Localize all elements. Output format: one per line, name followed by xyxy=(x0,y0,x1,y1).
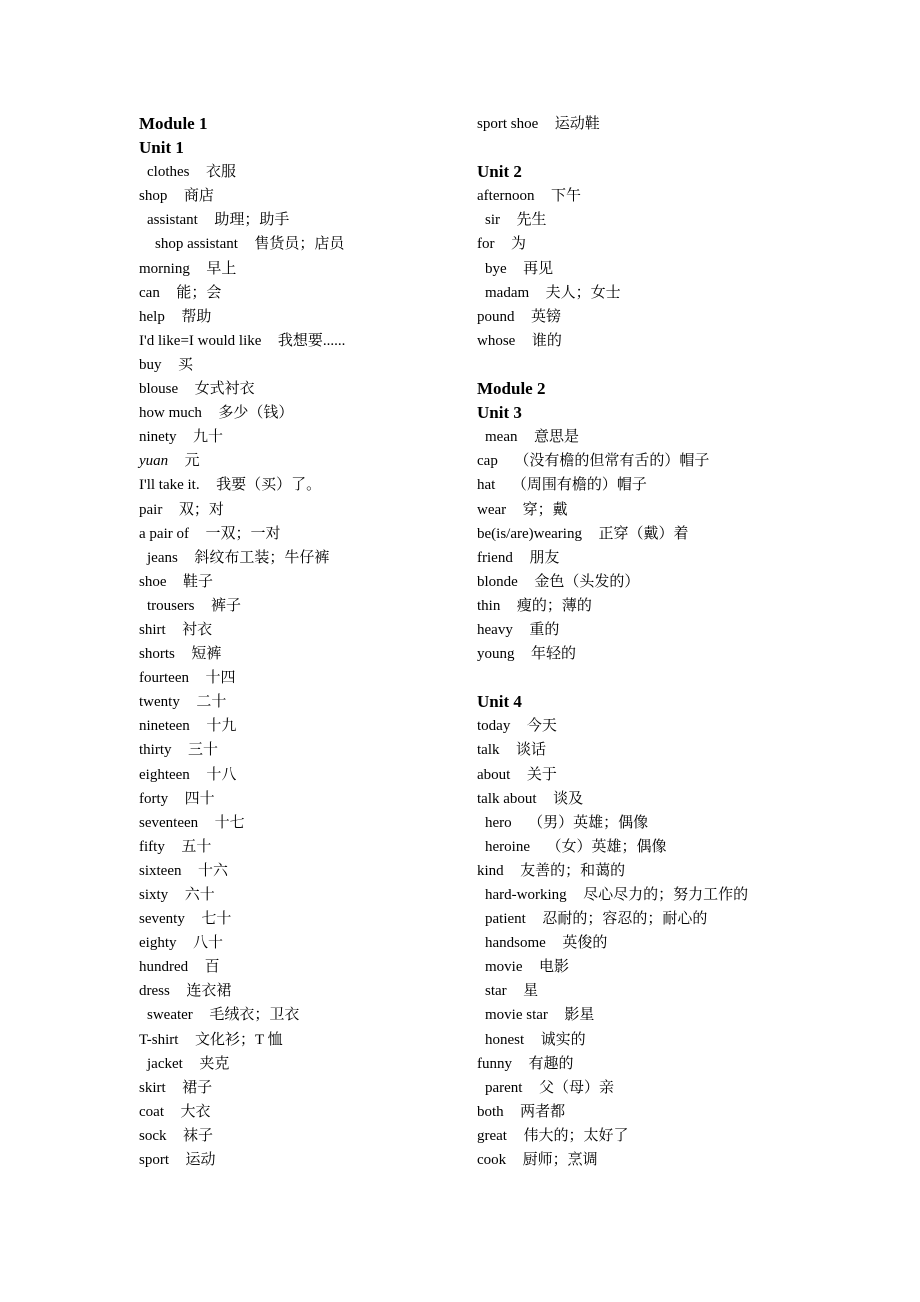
blank-line xyxy=(477,136,877,160)
vocab-entry xyxy=(477,232,877,256)
vocab-word: movie star xyxy=(485,1007,548,1024)
vocab-entry xyxy=(139,1124,459,1148)
vocab-translation: 文化衫；T 恤 xyxy=(194,1031,283,1048)
vocab-word: clothes xyxy=(147,164,190,181)
vocab-translation: 为 xyxy=(511,236,527,253)
vocab-entry xyxy=(139,546,459,570)
vocab-word: ninety xyxy=(139,429,177,446)
vocab-entry xyxy=(139,1028,459,1052)
vocab-translation: 多少（钱） xyxy=(218,405,294,422)
vocab-word: fifty xyxy=(139,838,165,855)
vocab-entry xyxy=(477,859,877,883)
vocab-entry xyxy=(477,907,877,931)
vocab-translation: （女）英雄；偶像 xyxy=(546,838,667,855)
vocab-translation: 双；对 xyxy=(178,501,224,518)
vocab-entry xyxy=(477,1124,877,1148)
vocab-entry xyxy=(477,257,877,281)
vocab-word: a pair of xyxy=(139,525,189,542)
vocab-translation: （周围有檐的）帽子 xyxy=(511,477,647,494)
vocab-word: parent xyxy=(485,1079,523,1096)
vocab-entry xyxy=(477,787,877,811)
vocab-entry xyxy=(139,1052,459,1076)
vocab-word: hat xyxy=(477,477,496,494)
vocab-word: yuan xyxy=(139,453,169,470)
vocab-word: hundred xyxy=(139,959,189,976)
vocab-entry xyxy=(139,449,459,473)
vocab-word: sixty xyxy=(139,887,169,903)
vocab-translation: 斜纹布工装；牛仔裤 xyxy=(194,549,330,566)
vocab-translation: 厨师；烹调 xyxy=(522,1152,598,1169)
vocab-translation: 谈话 xyxy=(516,742,547,759)
vocab-word: pair xyxy=(139,501,163,518)
vocab-entry xyxy=(477,498,877,522)
vocab-entry xyxy=(139,787,459,811)
vocab-translation: 鞋子 xyxy=(183,573,214,590)
vocab-entry xyxy=(477,425,877,449)
vocab-word: cap xyxy=(477,453,498,470)
vocab-translation: 裙子 xyxy=(182,1079,213,1096)
vocab-word: shop assistant xyxy=(155,236,238,253)
vocab-word: talk xyxy=(477,742,500,759)
vocab-translation: 十八 xyxy=(206,766,237,783)
vocab-entry xyxy=(139,618,459,642)
vocab-word: jeans xyxy=(147,549,178,566)
vocab-word: nineteen xyxy=(139,718,190,735)
vocab-translation: （没有檐的但常有舌的）帽子 xyxy=(514,453,710,470)
vocab-entry xyxy=(139,931,459,955)
vocab-translation: 袜子 xyxy=(183,1127,214,1144)
vocab-word: movie xyxy=(485,959,523,976)
vocab-translation: 商店 xyxy=(183,188,214,205)
vocab-word: shorts xyxy=(139,646,175,663)
vocab-word: bye xyxy=(485,260,507,277)
vocab-word: sock xyxy=(139,1127,167,1144)
vocab-translation: 五十 xyxy=(181,838,212,855)
vocab-entry xyxy=(477,1003,877,1027)
vocab-entry xyxy=(477,811,877,835)
vocab-translation: 八十 xyxy=(193,935,224,952)
vocab-word: help xyxy=(139,308,165,325)
vocab-translation: 运动鞋 xyxy=(554,116,600,132)
vocab-entry xyxy=(477,1028,877,1052)
section-heading-unit-3: Unit 3 xyxy=(477,403,522,423)
vocab-translation: 英俊的 xyxy=(562,935,608,952)
vocab-translation: 早上 xyxy=(206,260,237,277)
vocab-word: afternoon xyxy=(477,188,535,205)
vocab-word: madam xyxy=(485,284,530,301)
vocab-translation: 影星 xyxy=(564,1007,595,1024)
section-heading-unit-1: Unit 1 xyxy=(139,138,184,158)
vocab-word: sport xyxy=(139,1152,169,1169)
vocab-entry xyxy=(477,979,877,1003)
vocab-entry xyxy=(139,955,459,979)
vocab-entry xyxy=(477,642,877,666)
vocab-word: sixteen xyxy=(139,862,182,879)
vocab-word: I'll take it. xyxy=(139,477,200,494)
vocab-entry xyxy=(477,1052,877,1076)
vocab-translation: 裤子 xyxy=(211,597,242,614)
vocab-word: T-shirt xyxy=(139,1031,179,1048)
vocab-translation: 意思是 xyxy=(533,429,579,446)
vocab-translation: 女式衬衣 xyxy=(194,381,255,398)
vocab-translation: 伟大的；太好了 xyxy=(523,1127,629,1144)
vocab-translation: 一双；一对 xyxy=(205,525,281,542)
vocab-word: shirt xyxy=(139,621,166,638)
vocab-entry xyxy=(139,522,459,546)
vocab-word: jacket xyxy=(147,1055,183,1072)
vocab-translation: 有趣的 xyxy=(528,1055,574,1072)
vocab-word: eighty xyxy=(139,935,177,952)
vocab-translation: 尽心尽力的；努力工作的 xyxy=(583,887,749,903)
vocab-translation: 英镑 xyxy=(531,308,562,325)
blank-line xyxy=(477,666,877,690)
vocab-entry xyxy=(139,281,459,305)
vocab-translation: 四十 xyxy=(184,790,215,807)
vocab-translation: 忍耐的；容忍的；耐心的 xyxy=(542,911,708,928)
vocab-entry xyxy=(139,377,459,401)
vocab-entry xyxy=(477,570,877,594)
vocab-translation: 我想要...... xyxy=(277,332,346,349)
vocab-entry xyxy=(139,1148,459,1172)
vocab-word: dress xyxy=(139,983,170,1000)
vocab-word: about xyxy=(477,766,511,783)
vocab-entry xyxy=(139,425,459,449)
vocab-entry xyxy=(477,1076,877,1100)
vocab-translation: 年轻的 xyxy=(531,646,577,663)
section-heading-unit-4: Unit 4 xyxy=(477,692,522,712)
vocab-word: thin xyxy=(477,597,501,614)
vocab-word: trousers xyxy=(147,597,195,614)
section-heading-module-1: Module 1 xyxy=(139,114,208,133)
vocab-word: hero xyxy=(485,814,512,831)
vocab-entry xyxy=(139,1003,459,1027)
vocab-entry xyxy=(477,281,877,305)
vocab-entry xyxy=(139,714,459,738)
section-heading-module-2: Module 2 xyxy=(477,379,546,399)
vocab-entry xyxy=(139,594,459,618)
vocab-entry xyxy=(139,859,459,883)
vocab-translation: 再见 xyxy=(523,260,554,277)
vocab-entry xyxy=(139,498,459,522)
vocab-translation: 父（母）亲 xyxy=(538,1079,614,1096)
vocab-entry xyxy=(139,763,459,787)
vocab-translation: 友善的；和蔼的 xyxy=(520,862,626,879)
vocab-entry xyxy=(477,738,877,762)
vocab-translation: 我要（买）了。 xyxy=(216,477,322,494)
vocab-translation: 能；会 xyxy=(176,284,222,301)
vocab-translation: 衣服 xyxy=(206,164,237,181)
vocab-translation: 十六 xyxy=(198,862,229,879)
vocab-entry xyxy=(139,690,459,714)
vocab-word: how much xyxy=(139,405,202,422)
vocab-translation: 衬衣 xyxy=(182,621,213,638)
vocab-word: thirty xyxy=(139,742,172,759)
vocab-translation: （男）英雄；偶像 xyxy=(528,814,649,831)
vocab-translation: 三十 xyxy=(188,742,219,759)
vocab-translation: 十四 xyxy=(205,670,236,687)
vocab-word: pound xyxy=(477,308,515,325)
vocab-word: seventy xyxy=(139,911,185,928)
vocab-word: heroine xyxy=(485,838,530,855)
vocab-translation: 售货员；店员 xyxy=(254,236,345,253)
vocab-word: I'd like=I would like xyxy=(139,332,262,349)
vocab-translation: 助理；助手 xyxy=(214,212,290,229)
vocab-word: can xyxy=(139,284,160,301)
vocab-translation: 九十 xyxy=(193,429,224,446)
vocab-translation: 先生 xyxy=(516,212,547,229)
vocab-translation: 两者都 xyxy=(520,1103,566,1120)
vocab-word: blonde xyxy=(477,573,518,590)
vocab-entry xyxy=(139,811,459,835)
vocab-word: twenty xyxy=(139,694,180,711)
vocab-word: morning xyxy=(139,260,190,277)
vocab-entry xyxy=(477,112,877,136)
vocab-translation: 买 xyxy=(178,356,194,373)
vocab-translation: 金色（头发的） xyxy=(534,573,640,590)
vocab-translation: 诚实的 xyxy=(540,1031,586,1048)
vocab-word: wear xyxy=(477,501,507,518)
vocab-entry xyxy=(139,666,459,690)
vocab-word: fourteen xyxy=(139,670,189,687)
vocab-word: star xyxy=(485,983,507,1000)
vocab-entry xyxy=(477,522,877,546)
vocab-word: buy xyxy=(139,356,162,373)
vocab-entry xyxy=(477,1148,877,1172)
vocab-word: skirt xyxy=(139,1079,166,1096)
vocab-entry xyxy=(139,160,459,184)
vocab-word: friend xyxy=(477,549,513,566)
vocab-entry xyxy=(477,473,877,497)
vocab-word: seventeen xyxy=(139,814,199,831)
right-column xyxy=(477,112,877,1172)
vocab-word: great xyxy=(477,1127,507,1144)
vocab-entry xyxy=(477,955,877,979)
vocab-entry xyxy=(477,883,877,907)
vocab-word: handsome xyxy=(485,935,546,952)
vocab-word: shoe xyxy=(139,573,167,590)
vocab-entry xyxy=(477,449,877,473)
vocab-entry xyxy=(139,642,459,666)
vocab-entry xyxy=(139,570,459,594)
vocab-word: talk about xyxy=(477,790,537,807)
vocab-entry xyxy=(139,353,459,377)
vocab-entry xyxy=(139,979,459,1003)
vocab-translation: 正穿（戴）着 xyxy=(598,525,689,542)
vocab-translation: 关于 xyxy=(526,766,557,783)
vocab-translation: 短裤 xyxy=(191,646,222,663)
vocab-entry xyxy=(477,835,877,859)
vocab-word: sweater xyxy=(147,1007,193,1024)
vocab-word: shop xyxy=(139,188,168,205)
vocab-entry xyxy=(139,883,459,907)
vocab-entry xyxy=(477,329,877,353)
vocab-entry xyxy=(477,184,877,208)
vocab-entry xyxy=(139,1100,459,1124)
vocab-translation: 十七 xyxy=(214,814,245,831)
vocab-translation: 重的 xyxy=(529,621,560,638)
vocab-entry xyxy=(139,1076,459,1100)
vocab-entry xyxy=(477,763,877,787)
vocab-entry xyxy=(477,546,877,570)
vocab-translation: 瘦的；薄的 xyxy=(516,597,592,614)
vocab-word: sir xyxy=(485,212,500,229)
vocab-entry xyxy=(139,329,459,353)
vocab-word: hard-working xyxy=(485,887,567,903)
vocab-word: blouse xyxy=(139,381,179,398)
vocab-word: for xyxy=(477,236,495,253)
blank-line xyxy=(477,353,877,377)
vocab-word: sport shoe xyxy=(477,116,539,132)
vocab-word: today xyxy=(477,718,511,735)
vocab-translation: 电影 xyxy=(539,959,570,976)
vocab-translation: 连衣裙 xyxy=(186,983,232,1000)
vocab-translation: 六十 xyxy=(184,887,215,903)
vocab-entry xyxy=(139,232,459,256)
vocab-translation: 二十 xyxy=(196,694,227,711)
vocab-translation: 下午 xyxy=(550,188,581,205)
vocab-entry xyxy=(139,738,459,762)
vocab-word: whose xyxy=(477,332,516,349)
vocab-entry xyxy=(139,184,459,208)
vocab-word: mean xyxy=(485,429,518,446)
vocab-entry xyxy=(477,931,877,955)
vocab-translation: 毛绒衣；卫衣 xyxy=(209,1007,300,1024)
vocab-word: forty xyxy=(139,790,169,807)
vocab-entry xyxy=(477,1100,877,1124)
vocab-word: both xyxy=(477,1103,504,1120)
vocab-translation: 元 xyxy=(184,453,200,470)
vocab-word: coat xyxy=(139,1103,164,1120)
vocab-translation: 大衣 xyxy=(180,1103,211,1120)
vocab-entry xyxy=(477,714,877,738)
vocab-word: patient xyxy=(485,911,526,928)
vocab-translation: 穿；戴 xyxy=(522,501,568,518)
vocab-word: young xyxy=(477,646,515,663)
vocab-entry xyxy=(139,305,459,329)
vocab-entry xyxy=(477,305,877,329)
vocab-word: be(is/are)wearing xyxy=(477,525,582,542)
vocab-translation: 朋友 xyxy=(529,549,560,566)
vocab-translation: 运动 xyxy=(185,1152,216,1169)
vocab-translation: 今天 xyxy=(526,718,557,735)
vocab-translation: 星 xyxy=(523,983,539,1000)
section-heading-unit-2: Unit 2 xyxy=(477,162,522,182)
vocab-translation: 帮助 xyxy=(181,308,212,325)
vocab-entry xyxy=(139,208,459,232)
vocab-entry xyxy=(139,401,459,425)
vocab-entry xyxy=(477,618,877,642)
vocab-translation: 谈及 xyxy=(553,790,584,807)
vocab-entry xyxy=(139,473,459,497)
vocab-translation: 十九 xyxy=(206,718,237,735)
vocab-translation: 七十 xyxy=(201,911,232,928)
vocab-translation: 百 xyxy=(204,959,220,976)
vocab-entry xyxy=(139,907,459,931)
vocab-entry xyxy=(139,835,459,859)
vocab-entry xyxy=(139,257,459,281)
vocab-translation: 夹克 xyxy=(199,1055,230,1072)
vocab-entry xyxy=(477,208,877,232)
left-column xyxy=(139,112,459,1172)
vocab-entry xyxy=(477,594,877,618)
vocab-word: cook xyxy=(477,1152,507,1169)
vocab-translation: 谁的 xyxy=(531,332,562,349)
vocab-word: kind xyxy=(477,862,504,879)
vocab-word: assistant xyxy=(147,212,198,229)
vocab-word: funny xyxy=(477,1055,512,1072)
vocab-word: honest xyxy=(485,1031,525,1048)
vocab-word: eighteen xyxy=(139,766,190,783)
vocab-word: heavy xyxy=(477,621,513,638)
vocab-translation: 夫人；女士 xyxy=(545,284,621,301)
